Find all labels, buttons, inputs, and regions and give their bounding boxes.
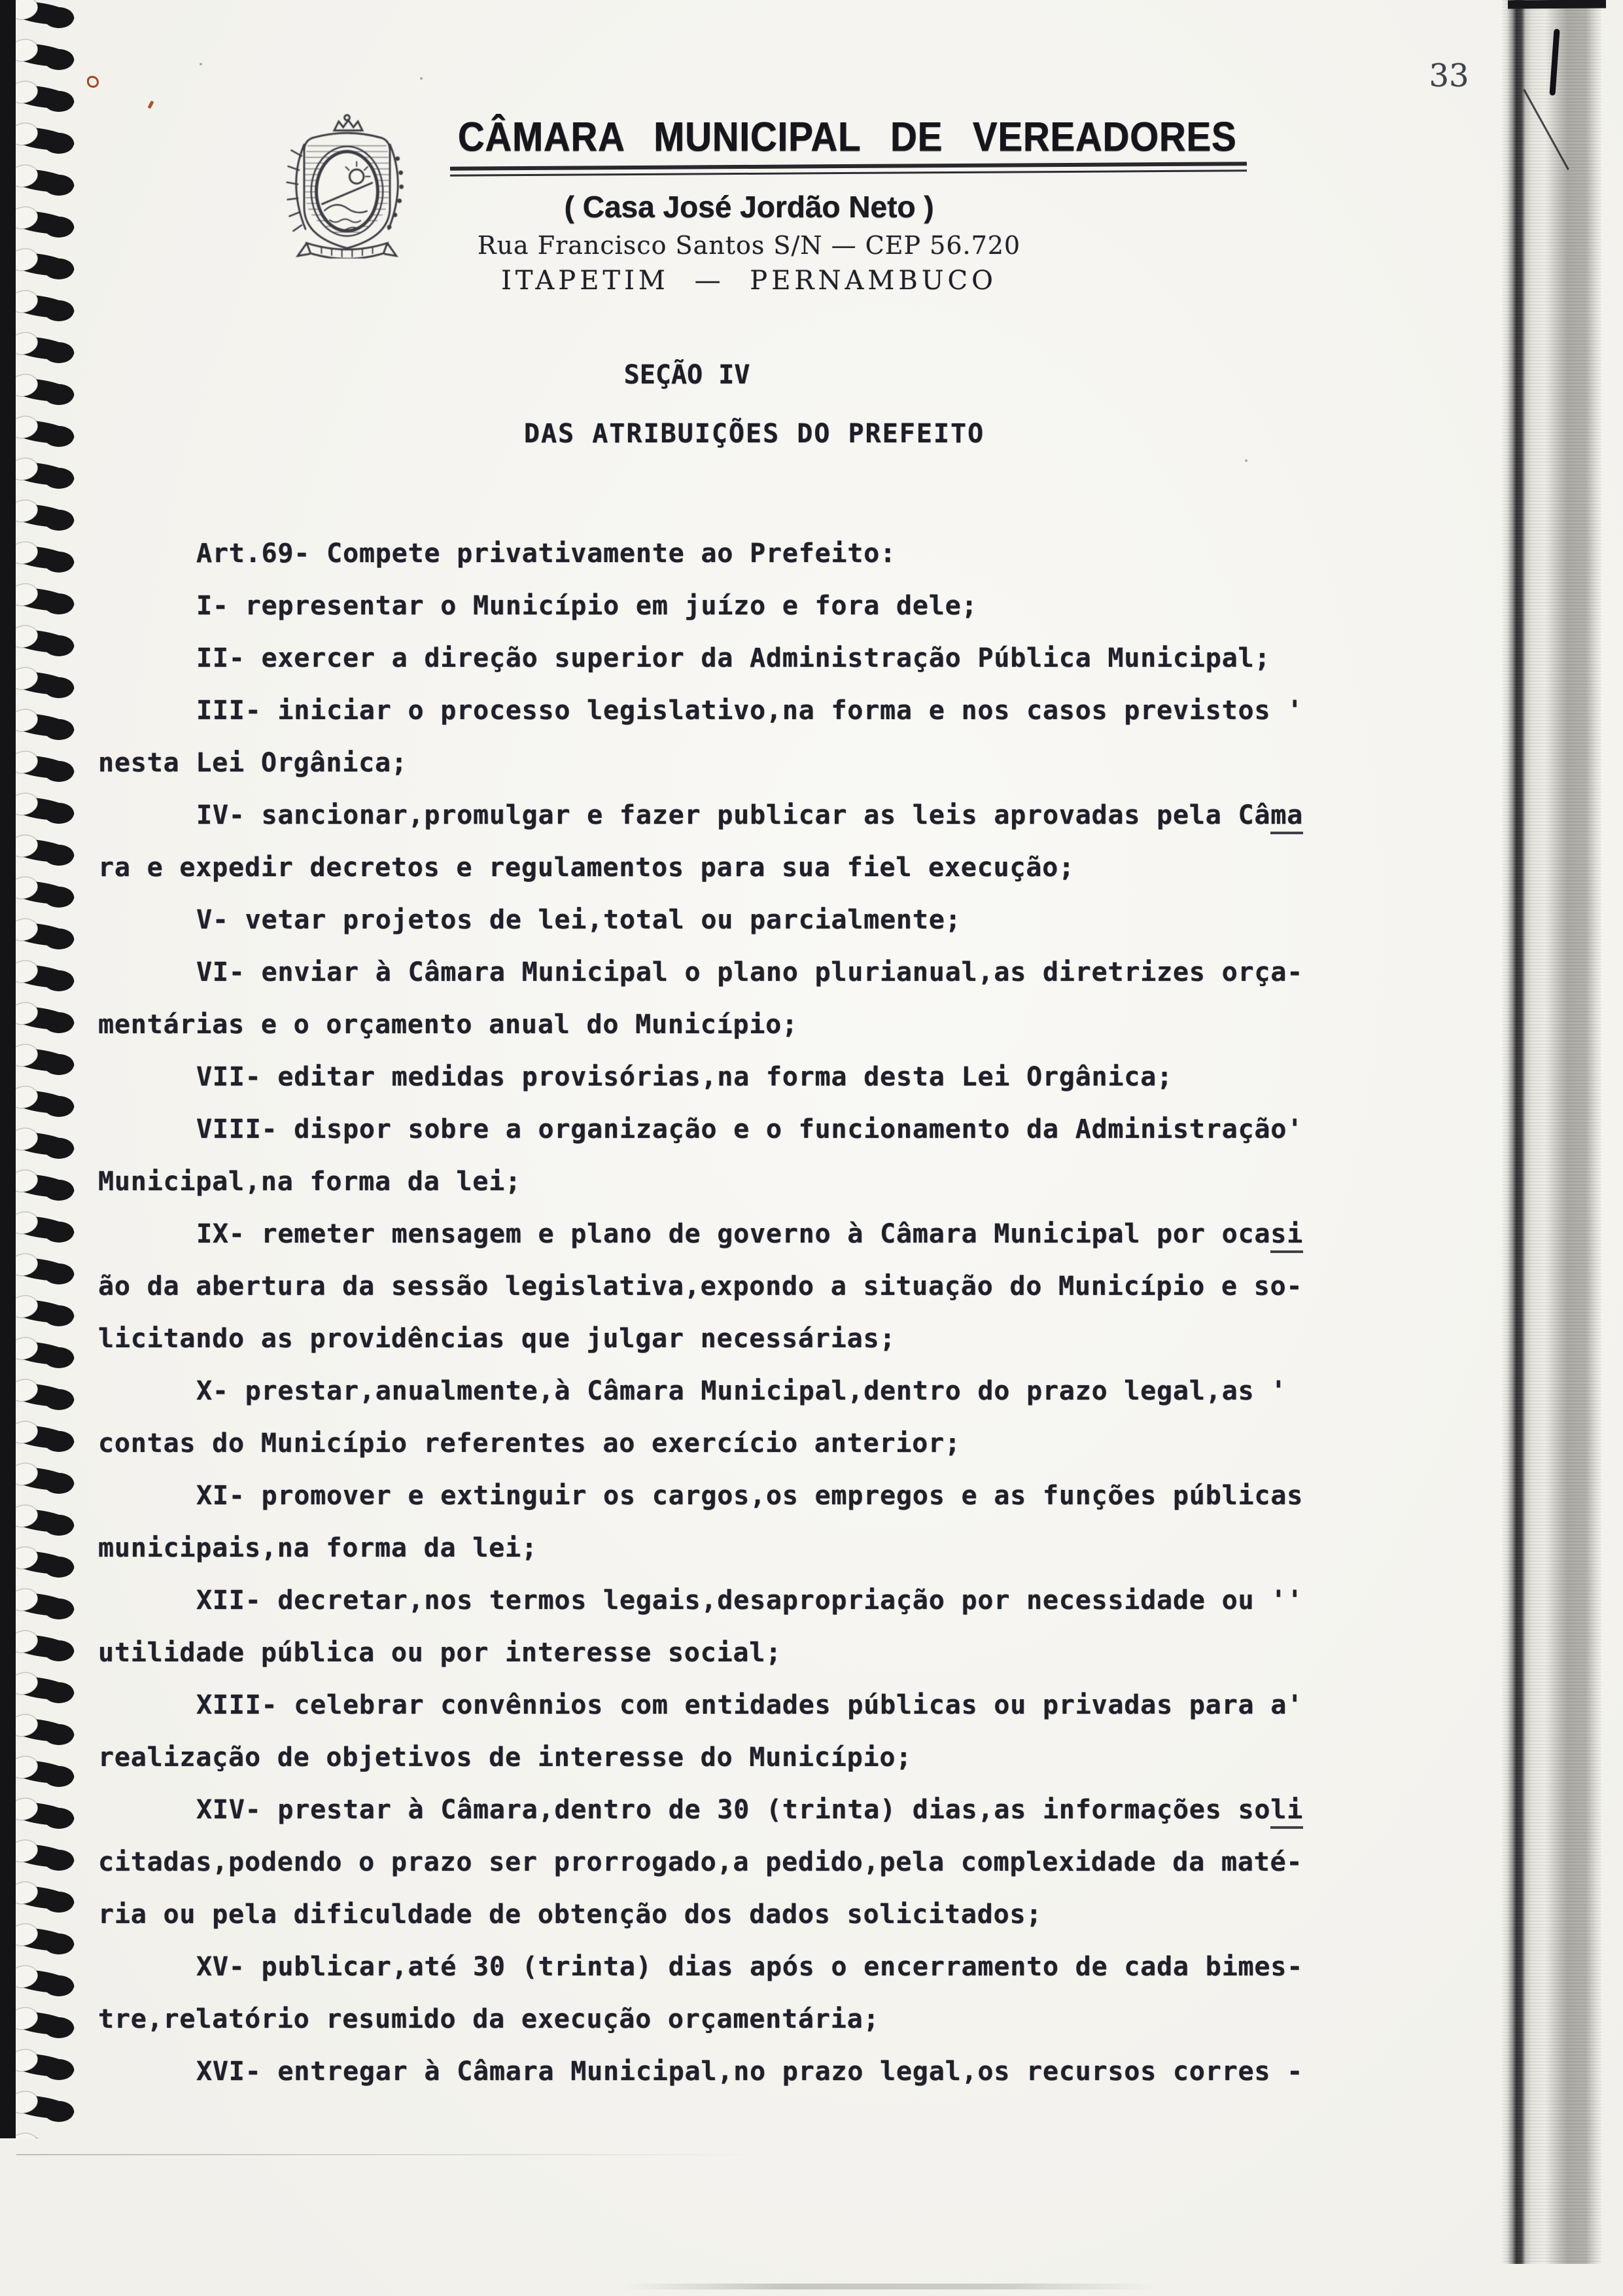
page-number: 33 <box>1429 58 1469 94</box>
document-line: XII- decretar,nos termos legais,desapropriação por necessidade ou '' <box>196 1585 1303 1616</box>
scan-dot <box>420 77 423 80</box>
document-line: III- iniciar o processo legislativo,na forma e nos casos previstos ' <box>196 696 1303 726</box>
scan-edge-band <box>1502 0 1601 2264</box>
document-line: contas do Município referentes ao exercício anterior; <box>98 1428 961 1458</box>
scan-edge-top-bar <box>1508 0 1606 9</box>
document-body <box>98 527 1354 2098</box>
document-line: V- vetar projetos de lei,total ou parcialmente; <box>196 905 962 935</box>
underlined-syllable: li <box>1270 1795 1303 1829</box>
document-line: IX- remeter mensagem e plano de governo à Câmara Municipal por ocasi <box>98 1208 1354 1260</box>
document-line: VII- editar medidas provisórias,na forma desta Lei Orgânica; <box>196 1062 1173 1092</box>
header-city-line: ITAPETIM — PERNAMBUCO <box>501 266 997 296</box>
document-line: VI- enviar à Câmara Municipal o plano plurianual,as diretrizes orça- <box>196 957 1303 987</box>
document-line: utilidade pública ou por interesse social; <box>98 1638 782 1668</box>
document-line: ão da abertura da sessão legislativa,expondo a situação do Município e so- <box>98 1271 1303 1301</box>
document-line: X- prestar,anualmente,à Câmara Municipal,dentro do prazo legal,as ' <box>196 1376 1287 1406</box>
spiral-binding-icon <box>0 0 92 2296</box>
underlined-syllable: si <box>1270 1219 1303 1253</box>
document-line: nesta Lei Orgânica; <box>98 748 408 778</box>
document-line: XIV- prestar à Câmara,dentro de 30 (trinta) dias,as informações soli <box>98 1784 1354 1836</box>
document-line: realização de objetivos de interesse do Município; <box>98 1742 913 1773</box>
header-title-underline <box>450 162 1247 176</box>
document-line: Art.69- Compete privativamente ao Prefeito: <box>196 539 896 569</box>
document-line: XV- publicar,até 30 (trinta) dias após o encerramento de cada bimes- <box>196 1952 1303 1982</box>
document-line: ra e expedir decretos e regulamentos para sua fiel execução; <box>98 853 1075 883</box>
document-line: II- exercer a direção superior da Administração Pública Municipal; <box>196 643 1271 673</box>
header-address: Rua Francisco Santos S/N — CEP 56.720 <box>477 231 1021 260</box>
document-line: tre,relatório resumido da execução orçamentária; <box>98 2004 880 2034</box>
document-line: VIII- dispor sobre a organização e o funcionamento da Administração' <box>196 1114 1303 1144</box>
document-line: municipais,na forma da lei; <box>98 1533 538 1563</box>
document-line: mentárias e o orçamento anual do Município; <box>98 1010 798 1040</box>
section-label: SEÇÃO IV <box>623 360 750 390</box>
document-line: I- representar o Município em juízo e fora dele; <box>196 591 978 621</box>
header-title: CÂMARA MUNICIPAL DE VEREADORES <box>457 114 1237 160</box>
underlined-syllable: ma <box>1270 800 1303 834</box>
document-line: citadas,podendo o prazo ser prorrogado,a pedido,pela complexidade da maté- <box>98 1847 1303 1877</box>
section-title: DAS ATRIBUIÇÕES DO PREFEITO <box>523 419 985 449</box>
document-line: ria ou pela dificuldade de obtenção dos dados solicitados; <box>98 1899 1043 1930</box>
scan-smudge <box>621 2284 1158 2289</box>
document-line: IV- sancionar,promulgar e fazer publicar as leis aprovadas pela Câma <box>98 789 1354 841</box>
document-line: XIII- celebrar convênnios com entidades públicas ou privadas para a' <box>196 1690 1303 1720</box>
document-line: Municipal,na forma da lei; <box>98 1167 521 1197</box>
paper-fold-line <box>16 2154 769 2155</box>
scan-dot <box>1245 459 1248 462</box>
ink-speck <box>147 101 154 109</box>
document-line: licitando as providências que julgar necessárias; <box>98 1324 896 1354</box>
document-line: XVI- entregar à Câmara Municipal,no prazo legal,os recursos corres - <box>196 2057 1303 2087</box>
header-subtitle: ( Casa José Jordão Neto ) <box>564 190 934 224</box>
scan-dot <box>200 63 202 65</box>
ink-speck <box>87 76 99 88</box>
document-line: XI- promover e extinguir os cargos,os empregos e as funções públicas <box>196 1481 1303 1511</box>
